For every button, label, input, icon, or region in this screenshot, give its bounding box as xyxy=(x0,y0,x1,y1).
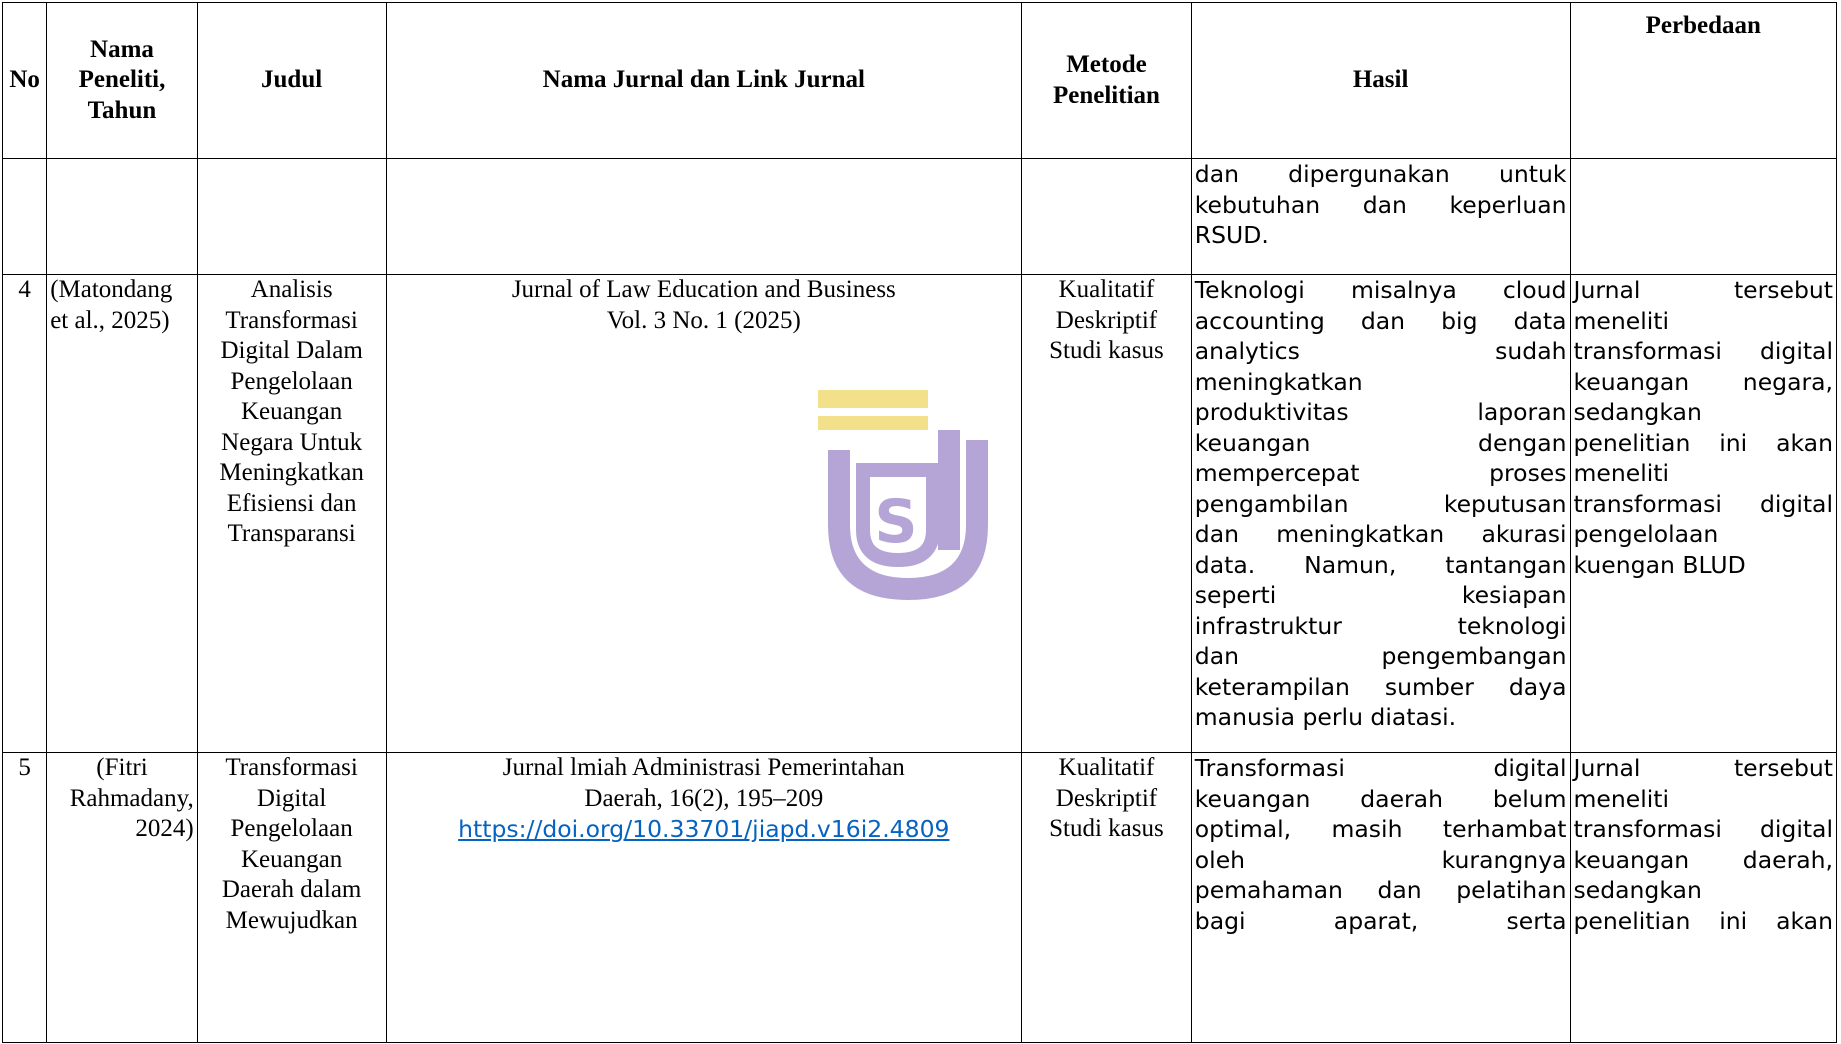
text-line: dan dipergunakan untuk xyxy=(1194,160,1567,188)
cell-line: Analisis xyxy=(250,276,333,303)
text-line: Teknologi misalnya cloud xyxy=(1194,276,1567,304)
row4-no: 4 xyxy=(3,275,47,753)
doi-link[interactable]: https://doi.org/10.33701/jiapd.v16i2.4809 xyxy=(458,815,950,843)
text-line: produktivitas laporan xyxy=(1194,398,1567,426)
text-line: pemahaman dan pelatihan xyxy=(1194,876,1567,904)
text-line: keterampilan sumber daya xyxy=(1194,672,1567,701)
cont-perbedaan xyxy=(1570,159,1836,275)
text-line: keuangan daerah, xyxy=(1573,845,1833,874)
row5-perbedaan xyxy=(1570,753,1836,1043)
cell-line: et al., 2025) xyxy=(50,306,170,334)
cont-jurnal xyxy=(386,159,1022,275)
text-line: dan meningkatkan akurasi xyxy=(1194,520,1567,548)
cell-line: Studi kasus xyxy=(1049,815,1164,842)
row4-hasil xyxy=(1191,275,1570,753)
cell-line: Deskriptif xyxy=(1055,306,1158,334)
text-line: Transformasi digital xyxy=(1194,754,1567,782)
text-line: pengambilan keputusan xyxy=(1194,489,1567,518)
cell-line: Transparansi xyxy=(227,520,356,547)
cell-line: Efisiensi dan xyxy=(226,489,357,517)
header-jurnal: Nama Jurnal dan Link Jurnal xyxy=(386,3,1022,159)
text-line: kuengan BLUD xyxy=(1573,550,1746,579)
row5-no: 5 xyxy=(3,753,47,1043)
text-line: penelitian ini akan xyxy=(1573,428,1833,457)
cell-line: Meningkatkan xyxy=(219,459,364,486)
cont-metode xyxy=(1022,159,1192,275)
text-line: transformasi digital xyxy=(1573,815,1833,843)
cell-line: (Matondang xyxy=(50,276,173,303)
cell-line: Transformasi xyxy=(225,754,358,781)
cell-line: Transformasi xyxy=(225,306,358,334)
cell-line: Jurnal of Law Education and Business xyxy=(511,276,896,303)
row4-jurnal xyxy=(386,275,1022,753)
cont-hasil xyxy=(1191,159,1570,275)
table-row-5 xyxy=(3,753,1837,1043)
cell-line: Pengelolaan xyxy=(230,367,353,395)
text-line: RSUD. xyxy=(1194,221,1269,249)
cell-line: Negara Untuk xyxy=(221,428,363,456)
text-line: sedangkan xyxy=(1573,398,1702,426)
text-line: optimal, masih terhambat xyxy=(1194,815,1567,843)
text-line: seperti kesiapan xyxy=(1194,581,1567,609)
text-line: manusia perlu diatasi. xyxy=(1194,703,1457,731)
text-line: transformasi digital xyxy=(1573,489,1833,518)
cell-line: Deskriptif xyxy=(1055,784,1158,812)
row4-judul xyxy=(197,275,386,753)
header-peneliti: Nama Peneliti, Tahun xyxy=(47,3,198,159)
text-line: meneliti xyxy=(1573,784,1670,813)
cell-line: Kualitatif xyxy=(1058,754,1155,781)
text-line: meningkatkan xyxy=(1194,367,1363,396)
row5-jurnal: Jurnal lmiah Administrasi Pemerintahan Daerah, 16(2), 195–209 https://doi.org/10.33701/jiapd.v16i2.4809 xyxy=(386,753,1022,1043)
row4-metode xyxy=(1022,275,1192,753)
text-line: Jurnal tersebut xyxy=(1573,276,1833,304)
text-line: keuangan dengan xyxy=(1194,428,1567,457)
header-metode: Metode Penelitian xyxy=(1022,3,1192,159)
table-row-continued xyxy=(3,159,1837,275)
text-line: keuangan negara, xyxy=(1573,367,1833,396)
row5-judul xyxy=(197,753,386,1043)
row5-peneliti: (Fitri Rahmadany, 2024) xyxy=(47,753,198,1043)
cell-line: Kualitatif xyxy=(1058,276,1155,303)
cont-judul xyxy=(197,159,386,275)
header-no: No xyxy=(3,3,47,159)
cell-line: Keuangan xyxy=(240,398,343,425)
row5-metode xyxy=(1022,753,1192,1043)
text-line: penelitian ini akan xyxy=(1573,906,1833,935)
row4-peneliti xyxy=(47,275,198,753)
text-line: data. Namun, tantangan xyxy=(1194,550,1567,579)
text-line: meneliti xyxy=(1573,306,1670,335)
text-line: sedangkan xyxy=(1573,876,1702,904)
text-line: Jurnal tersebut xyxy=(1573,754,1833,782)
cell-line: Mewujudkan xyxy=(225,906,358,934)
header-judul: Judul xyxy=(197,3,386,159)
cont-no xyxy=(3,159,47,275)
table-row-4 xyxy=(3,275,1837,753)
cell-line: Digital xyxy=(256,784,327,812)
text-line: meneliti xyxy=(1573,459,1670,487)
text-line: analytics sudah xyxy=(1194,337,1567,365)
literature-review-table xyxy=(2,2,1837,1043)
text-line: pengelolaan xyxy=(1573,520,1719,548)
svg-text:S: S xyxy=(874,487,918,557)
text-line: kebutuhan dan keperluan xyxy=(1194,190,1567,219)
cell-line: Keuangan xyxy=(240,845,343,873)
cell-line: Digital Dalam xyxy=(220,337,363,364)
row5-hasil xyxy=(1191,753,1570,1043)
text-line: infrastruktur teknologi xyxy=(1194,611,1567,640)
text-line: bagi aparat, serta xyxy=(1194,906,1567,935)
cont-peneliti xyxy=(47,159,198,275)
text-line: transformasi digital xyxy=(1573,337,1833,365)
cell-line: Studi kasus xyxy=(1049,337,1164,364)
row4-perbedaan xyxy=(1570,275,1836,753)
text-line: dan pengembangan xyxy=(1194,642,1567,670)
text-line: mempercepat proses xyxy=(1194,459,1567,487)
text-line: oleh kurangnya xyxy=(1194,845,1567,874)
text-line: keuangan daerah belum xyxy=(1194,784,1567,813)
cell-line: Vol. 3 No. 1 (2025) xyxy=(606,306,801,334)
header-row xyxy=(3,3,1837,159)
text-line: accounting dan big data xyxy=(1194,306,1567,335)
cell-line: Pengelolaan xyxy=(230,815,353,842)
header-hasil: Hasil xyxy=(1191,3,1570,159)
header-perbedaan: Perbedaan xyxy=(1570,3,1836,159)
cell-line: Daerah dalam xyxy=(221,876,362,903)
